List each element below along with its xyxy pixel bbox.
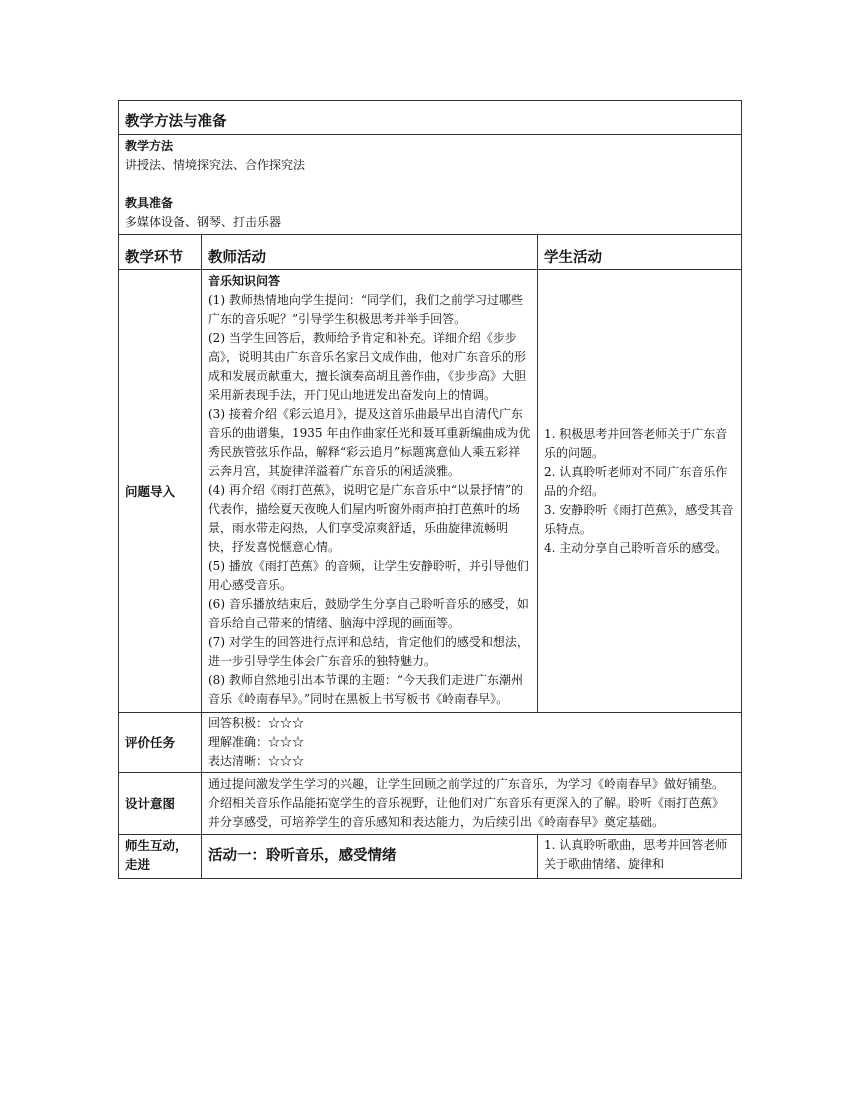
intro-row — [119, 270, 742, 713]
teacher-step: (1) 教师热情地向学生提问：“同学们，我们之前学习过哪些广东的音乐呢？”引导学生积极思考并举手回答。 — [208, 293, 523, 326]
teacher-step: (6) 音乐播放结束后，鼓励学生分享自己聆听音乐的感受，如音乐给自己带来的情绪、脑海中浮现的画面等。 — [208, 597, 529, 630]
activity-title: 活动一：聆听音乐，感受情绪 — [202, 835, 538, 879]
evaluation-line: 理解准确：☆☆☆ — [208, 735, 305, 749]
evaluation-row — [119, 713, 742, 773]
tools-text: 多媒体设备、钢琴、打击乐器 — [125, 215, 282, 229]
teacher-step: (3) 接着介绍《彩云追月》，提及这首乐曲最早出自清代广东音乐的曲谱集，1935 年由作曲家任光和聂耳重新编曲成为优秀民族管弦乐作品，解释“彩云追月”标题寓意仙人乘五彩祥云奔月宫，其旋律洋溢着广东音乐的闲适淡雅。 — [208, 407, 531, 478]
evaluation-label: 评价任务 — [119, 713, 202, 773]
col-student-header: 学生活动 — [538, 235, 742, 270]
interaction-student-text: 1. 认真聆听歌曲，思考并回答老师关于歌曲情绪、旋律和 — [538, 835, 742, 879]
interaction-label: 师生互动，走进 — [119, 835, 202, 879]
teacher-step: (4) 再介绍《雨打芭蕉》，说明它是广东音乐中“以景抒情”的代表作，描绘夏天夜晚人们屋内听窗外雨声拍打芭蕉叶的场景，雨水带走闷热，人们享受凉爽舒适，乐曲旋律流畅明快，抒发喜悦惬意心情。 — [208, 483, 524, 554]
design-text: 通过提问激发学生学习的兴趣，让学生回顾之前学过的广东音乐，为学习《岭南春早》做好铺垫。介绍相关音乐作品能拓宽学生的音乐视野，让他们对广东音乐有更深入的了解。聆听《雨打芭蕉》并分享感受，可培养学生的音乐感知和表达能力，为后续引出《岭南春早》奠定基础。 — [202, 773, 742, 835]
tools-heading: 教具准备 — [125, 196, 174, 210]
section-title: 教学方法与准备 — [119, 101, 742, 135]
intro-teacher-heading: 音乐知识问答 — [208, 274, 281, 288]
evaluation-cell — [202, 713, 742, 773]
lesson-plan-page — [118, 100, 741, 879]
teacher-step: (5) 播放《雨打芭蕉》的音频，让学生安静聆听，并引导他们用心感受音乐。 — [208, 559, 529, 592]
design-label: 设计意图 — [119, 773, 202, 835]
student-item: 1. 积极思考并回答老师关于广东音乐的问题。 — [544, 426, 728, 460]
col-stage-header: 教学环节 — [119, 235, 202, 270]
section-title-row — [119, 101, 742, 135]
intro-student-cell — [538, 270, 742, 713]
design-row — [119, 773, 742, 835]
col-teacher-header: 教师活动 — [202, 235, 538, 270]
methods-text: 讲授法、情境探究法、合作探究法 — [125, 158, 306, 172]
student-item: 3. 安静聆听《雨打芭蕉》，感受其音乐特点。 — [544, 502, 734, 536]
methods-heading: 教学方法 — [125, 139, 174, 153]
teacher-step: (2) 当学生回答后，教师给予肯定和补充。详细介绍《步步高》，说明其由广东音乐名家吕文成作曲，他对广东音乐的形成和发展贡献重大，擅长演奏高胡且善作曲，《步步高》大胆采用新表现手法，开门见山地迸发出奋发向上的情调。 — [208, 331, 527, 402]
student-item: 2. 认真聆听老师对不同广东音乐作品的介绍。 — [544, 464, 728, 498]
lesson-plan-table — [118, 100, 742, 879]
intro-label: 问题导入 — [119, 270, 202, 713]
interaction-row — [119, 835, 742, 879]
column-header-row — [119, 235, 742, 270]
evaluation-line: 表达清晰：☆☆☆ — [208, 754, 305, 768]
student-item: 4. 主动分享自己聆听音乐的感受。 — [544, 540, 728, 555]
intro-teacher-cell — [202, 270, 538, 713]
methods-cell — [119, 135, 742, 235]
methods-row — [119, 135, 742, 235]
evaluation-line: 回答积极：☆☆☆ — [208, 716, 305, 730]
teacher-step: (7) 对学生的回答进行点评和总结，肯定他们的感受和想法，进一步引导学生体会广东音乐的独特魅力。 — [208, 635, 529, 668]
teacher-step: (8) 教师自然地引出本节课的主题：“今天我们走进广东潮州音乐《岭南春早》。”同时在黑板上书写板书《岭南春早》。 — [208, 673, 523, 706]
